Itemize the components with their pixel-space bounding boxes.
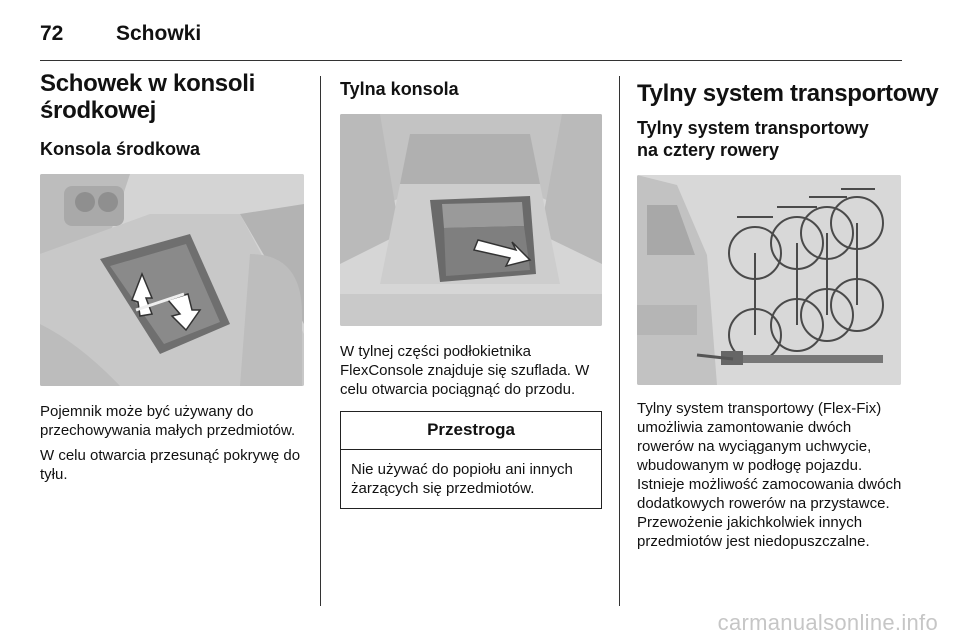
chapter-title: Schowki — [116, 22, 202, 45]
subsection-title-rear-carrier: Tylny system transportowy na cztery rowery — [637, 118, 869, 160]
center-console-para-1: Pojemnik może być używany do przechowywania małych przedmiotów. — [40, 403, 296, 439]
page-header — [40, 20, 920, 56]
column-divider-2 — [619, 76, 620, 606]
warning-text: Nie używać do popiołu ani innych żarzących się przedmiotów. — [351, 461, 573, 497]
watermark: carmanualsonline.info — [717, 610, 938, 635]
column-rear-console — [340, 70, 602, 509]
section-title-rear-carrier: Tylny system transportowy — [637, 80, 939, 107]
section-title-center-console: Schowek w konsoli środkowej — [40, 70, 255, 124]
rear-console-illustration — [340, 114, 602, 326]
column-center-console — [40, 70, 304, 484]
header-divider — [40, 60, 902, 61]
center-console-illustration — [40, 174, 304, 386]
subsection-title-rear-console: Tylna konsola — [340, 79, 459, 99]
column-divider-1 — [320, 76, 321, 606]
rear-console-para-1: W tylnej części podłokietnika FlexConsole znajduje się szuflada. W celu otwarcia pociągnąć do przodu. — [340, 343, 590, 398]
page-number: 72 — [40, 22, 64, 45]
bike-carrier-illustration — [637, 175, 901, 385]
column-rear-carrier — [637, 70, 939, 551]
warning-box — [340, 411, 602, 509]
rear-carrier-para-1: Tylny system transportowy (Flex-Fix) umożliwia zamontowanie dwóch rowerów na wyciąganym uchwycie, wbudowanym w podłogę pojazdu. Istnieje możliwość zamocowania dwóch dodatkowych rowerów na przystawce. Przewożenie jakichkolwiek innych przedmiotów jest niedopuszczalne. — [637, 400, 902, 550]
center-console-para-2: W celu otwarcia przesunąć pokrywę do tyłu. — [40, 447, 301, 483]
warning-title: Przestroga — [341, 412, 601, 450]
subsection-title-center-console: Konsola środkowa — [40, 139, 201, 159]
